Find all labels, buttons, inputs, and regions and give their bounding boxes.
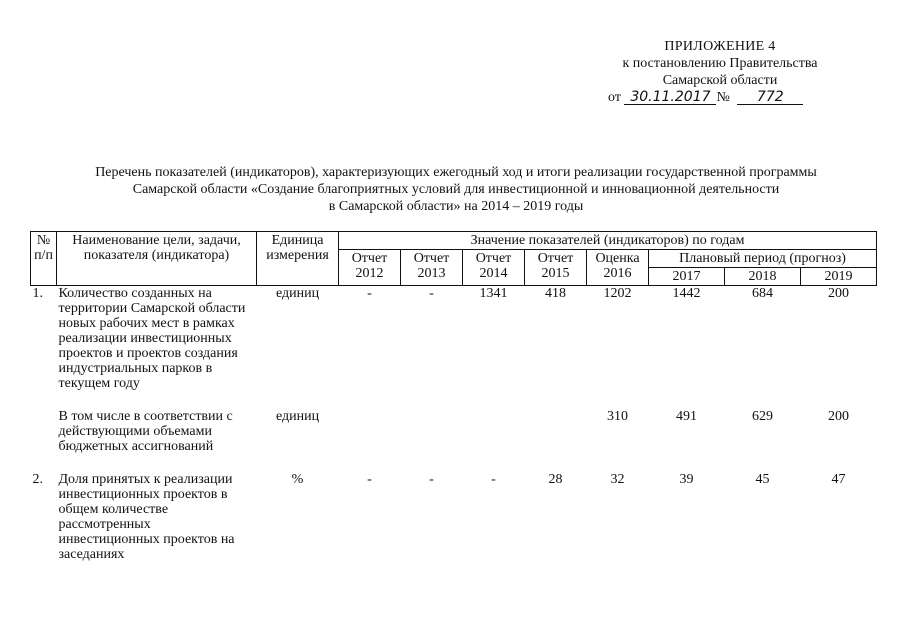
header-label: Отчет	[413, 251, 450, 266]
header-plan-2018: 2018	[725, 268, 801, 286]
header-year: 2016	[603, 266, 632, 281]
heading-line-2: Самарской области «Создание благоприятных условий для инвестиционной и инновационной деятельности	[132, 182, 780, 197]
header-year: 2015	[541, 266, 570, 281]
value-cell: -	[367, 472, 372, 487]
value-cell: 45	[755, 472, 770, 487]
header-unit: Единица измерения	[257, 232, 339, 286]
value-cell: 200	[828, 286, 850, 301]
row-unit: единиц	[275, 409, 320, 424]
value-cell	[463, 409, 525, 454]
heading-line-3: в Самарской области» на 2014 – 2019 годы	[328, 199, 584, 214]
row-spacer	[31, 391, 877, 409]
header-values-group: Значение показателей (индикаторов) по годам	[339, 232, 877, 250]
appendix-title: ПРИЛОЖЕНИЕ 4	[664, 39, 776, 54]
header-label: Оценка	[595, 251, 640, 266]
header-label: Отчет	[537, 251, 574, 266]
header-plan-2017: 2017	[649, 268, 725, 286]
header-year-2012	[339, 250, 401, 286]
value-cell: 684	[752, 286, 773, 301]
table-row	[31, 286, 877, 392]
value-cell: 47	[831, 472, 846, 487]
value-cell	[401, 409, 463, 454]
indicators-table	[30, 231, 877, 562]
handwritten-number: 772	[737, 90, 803, 105]
header-year-2014	[463, 250, 525, 286]
handwritten-date: 30.11.2017	[624, 90, 716, 105]
row-spacer	[31, 454, 877, 472]
date-prefix: от	[608, 90, 621, 105]
appendix-block	[600, 38, 840, 106]
header-year-2016	[587, 250, 649, 286]
value-cell: 200	[828, 409, 850, 424]
row-num: 2.	[32, 472, 43, 487]
value-cell: 1442	[672, 286, 701, 301]
header-year-2015	[525, 250, 587, 286]
row-unit: единиц	[275, 286, 320, 301]
value-cell: -	[429, 472, 434, 487]
header-year: 2014	[479, 266, 508, 281]
header-year: 2013	[417, 266, 446, 281]
value-cell	[339, 409, 401, 454]
header-year-2013	[401, 250, 463, 286]
header-num: № п/п	[31, 232, 57, 286]
header-year: 2012	[355, 266, 384, 281]
row-num: 1.	[32, 286, 43, 301]
row-unit: %	[291, 472, 304, 487]
value-cell: 1341	[479, 286, 508, 301]
value-cell: 39	[679, 472, 694, 487]
value-cell: 418	[545, 286, 566, 301]
document-heading	[30, 164, 882, 215]
value-cell	[525, 409, 587, 454]
row-num	[31, 409, 57, 454]
appendix-dateline	[608, 89, 840, 106]
table-row	[31, 409, 877, 454]
heading-line-1: Перечень показателей (индикаторов), характеризующих ежегодный ход и итоги реализации государственной программы	[95, 165, 817, 180]
table-row	[31, 472, 877, 562]
value-cell: 629	[752, 409, 773, 424]
value-cell: 491	[676, 409, 697, 424]
value-cell: 1202	[603, 286, 632, 301]
appendix-line-2: Самарской области	[662, 73, 778, 88]
header-plan-group: Плановый период (прогноз)	[649, 250, 877, 268]
row-name: Доля принятых к реализации инвестиционных проектов в общем количестве рассмотренных инвестиционных проектов на заседаниях	[58, 472, 235, 562]
header-label: Отчет	[475, 251, 512, 266]
value-cell: 310	[607, 409, 628, 424]
value-cell: -	[491, 472, 496, 487]
value-cell: 28	[548, 472, 563, 487]
row-name: В том числе в соответствии с действующими объемами бюджетных ассигнований	[58, 409, 233, 454]
value-cell: -	[367, 286, 372, 301]
value-cell: 32	[610, 472, 625, 487]
number-sign: №	[716, 90, 730, 105]
appendix-line-1: к постановлению Правительства	[622, 56, 818, 71]
header-name: Наименование цели, задачи, показателя (индикатора)	[57, 232, 257, 286]
row-name: Количество созданных на территории Самарской области новых рабочих мест в рамках реализации инвестиционных проектов и проектов создания индустриальных парков в текущем году	[58, 286, 246, 391]
header-plan-2019: 2019	[801, 268, 877, 286]
header-label: Отчет	[351, 251, 388, 266]
value-cell: -	[429, 286, 434, 301]
